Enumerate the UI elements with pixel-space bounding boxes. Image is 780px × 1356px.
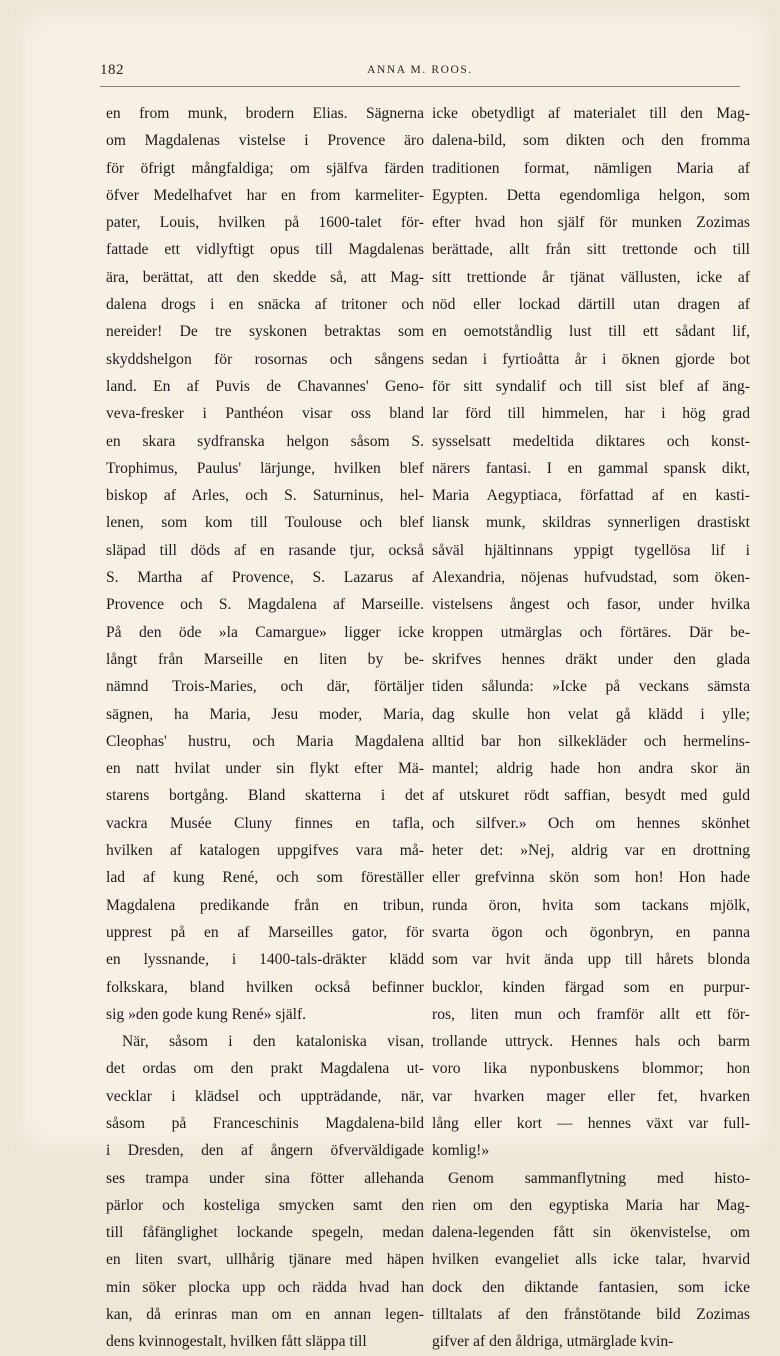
text-line: ses trampa under sina fötter allehanda bbox=[106, 1169, 424, 1187]
text-line: lång eller kort — hennes växt var full- bbox=[432, 1114, 750, 1132]
text-line: öfver Medelhafvet har en from karmeliter- bbox=[106, 186, 424, 204]
text-line: fattade ett vidlyftigt opus till Magdalenas bbox=[106, 241, 424, 259]
text-line: nereider! De tre syskonen betraktas som bbox=[106, 323, 424, 341]
text-line: långt från Marseille en liten by be- bbox=[106, 650, 424, 668]
text-line: det ordas om den prakt Magdalena ut- bbox=[106, 1060, 424, 1078]
text-line: land. En af Puvis de Chavannes' Geno- bbox=[106, 377, 424, 395]
text-line: kan, då erinras man om en annan legen- bbox=[106, 1306, 424, 1324]
text-line: hvilken af katalogen uppgifves vara må- bbox=[106, 842, 424, 860]
text-line: icke obetydligt af materialet till den Mag- bbox=[432, 105, 750, 122]
text-line: folkskara, bland hvilken också befinner bbox=[106, 978, 424, 996]
text-line: och silfver.» Och om hennes skönhet bbox=[432, 814, 750, 832]
text-line: dock den diktande fantasien, som icke bbox=[432, 1278, 750, 1296]
text-line: S. Martha af Provence, S. Lazarus af bbox=[106, 569, 424, 587]
text-line: trollande uttryck. Hennes hals och barm bbox=[432, 1033, 750, 1051]
text-line: vackra Musée Cluny finnes en tafla, bbox=[106, 814, 424, 832]
text-line: liansk munk, skildras synnerligen drastiskt bbox=[432, 514, 750, 532]
text-line: var hvarken mager eller fet, hvarken bbox=[432, 1087, 750, 1105]
text-line: efter hvad hon själf för munken Zozimas bbox=[432, 214, 750, 232]
text-line: kroppen utmärglas och förtäres. Där be- bbox=[432, 623, 750, 641]
running-head: ANNA M. ROOS. bbox=[367, 64, 473, 76]
text-line: sysselsatt medeltida diktares och konst- bbox=[432, 432, 750, 450]
text-line: nämnd Trois-Maries, och där, förtäljer bbox=[106, 678, 424, 696]
text-line: lad af kung René, och som föreställer bbox=[106, 869, 424, 887]
text-line: till fåfänglighet lockande spegeln, medan bbox=[106, 1224, 424, 1242]
text-line: Cleophas' hustru, och Maria Magdalena bbox=[106, 732, 424, 750]
text-line: biskop af Arles, och S. Saturninus, hel- bbox=[106, 487, 424, 505]
text-line: Maria Aegyptiaca, författad af en kasti- bbox=[432, 487, 750, 505]
text-line: dag skulle hon velat gå klädd i ylle; bbox=[432, 705, 750, 723]
text-line: en skara sydfranska helgon såsom S. bbox=[106, 432, 424, 450]
text-line: rien om den egyptiska Maria har Mag- bbox=[432, 1196, 750, 1214]
text-line: lenen, som kom till Toulouse och blef bbox=[106, 514, 424, 532]
text-line: veva-fresker i Panthéon visar oss bland bbox=[106, 405, 424, 423]
text-line: skrifves hennes dräkt under den glada bbox=[432, 650, 750, 668]
text-line: voro lika nyponbuskens blommor; hon bbox=[432, 1060, 750, 1078]
text-line: såsom på Franceschinis Magdalena-bild bbox=[106, 1114, 424, 1132]
text-line: pater, Louis, hvilken på 1600-talet för- bbox=[106, 214, 424, 232]
text-line: såväl hjältinnans yppigt tygellösa lif i bbox=[432, 541, 750, 559]
text-line: ros, liten mun och framför allt ett för- bbox=[432, 1005, 750, 1023]
text-line: eller grefvinna skön som hon! Hon hade bbox=[432, 869, 750, 887]
text-line: en oemotståndlig lust till ett sådant lif, bbox=[432, 323, 750, 341]
text-line: skyddshelgon för rosornas och sångens bbox=[106, 350, 424, 368]
text-line: Trophimus, Paulus' lärjunge, hvilken blef bbox=[106, 459, 424, 477]
text-line: hvilken evangeliet alls icke talar, hvarvid bbox=[432, 1251, 750, 1269]
text-line: alltid bar hon silkekläder och hermelins- bbox=[432, 732, 750, 750]
text-line: af utskuret rödt saffian, besydt med guld bbox=[432, 787, 750, 805]
text-line: för öfrigt mångfaldiga; om själfva färden bbox=[106, 159, 424, 177]
text-line: min söker plocka upp och rädda hvad han bbox=[106, 1278, 424, 1296]
text-line: dalena drogs i en snäcka af tritoner och bbox=[106, 296, 424, 314]
text-line: vistelsens ångest och fasor, under hvilka bbox=[432, 596, 750, 614]
text-line: När, såsom i den kataloniska visan, bbox=[122, 1033, 424, 1051]
text-line: gifver af den åldriga, utmärglade kvin- bbox=[432, 1333, 674, 1351]
text-line: heter det: »Nej, aldrig var en drottning bbox=[432, 842, 750, 860]
text-line: pärlor och kosteliga smycken samt den bbox=[106, 1196, 424, 1214]
text-line: lar förd till himmelen, har i hög grad bbox=[432, 405, 750, 423]
text-line: i Dresden, den af ångern öfverväldigade bbox=[106, 1142, 424, 1160]
text-line: tiden sålunda: »Icke på veckans sämsta bbox=[432, 678, 750, 696]
text-line: som var hvit ända upp till hårets blonda bbox=[432, 951, 750, 969]
text-line: upprest på en af Marseilles gator, för bbox=[106, 923, 424, 941]
text-line: sedan i fyrtioåtta år i öknen gjorde bot bbox=[432, 350, 750, 368]
text-line: mantel; aldrig hade hon andra skor än bbox=[432, 760, 750, 778]
text-line: bucklor, kinden färgad som en purpur- bbox=[432, 978, 750, 996]
text-line: sitt trettionde år tjänat vällusten, icke af bbox=[432, 268, 750, 286]
text-line: sig »den gode kung René» själf. bbox=[106, 1005, 307, 1023]
text-line: starens bortgång. Bland skatterna i det bbox=[106, 787, 424, 805]
text-line: dens kvinnogestalt, hvilken fått släppa till bbox=[106, 1333, 367, 1351]
text-line: sägnen, ha Maria, Jesu moder, Maria, bbox=[106, 705, 424, 723]
text-line: en from munk, brodern Elias. Sägnerna bbox=[106, 105, 424, 122]
text-line: en natt hvilat under sin flykt efter Mä- bbox=[106, 760, 424, 778]
page-number: 182 bbox=[100, 62, 124, 78]
text-line: runda öron, hvita som tackans mjölk, bbox=[432, 896, 750, 914]
text-line: ära, berättat, att den skedde så, att Mag- bbox=[106, 268, 424, 286]
text-line: På den öde »la Camargue» ligger icke bbox=[106, 623, 424, 641]
text-line: en lyssnande, i 1400-tals-dräkter klädd bbox=[106, 951, 424, 969]
text-line: en liten svart, ullhårig tjänare med häpen bbox=[106, 1251, 424, 1269]
text-line: vecklar i klädsel och uppträdande, när, bbox=[106, 1087, 424, 1105]
text-line: berättade, allt från sitt trettonde och till bbox=[432, 241, 750, 259]
text-line: om Magdalenas vistelse i Provence äro bbox=[106, 132, 424, 150]
left-column bbox=[106, 100, 424, 1356]
text-line: dalena-legenden fått sin ökenvistelse, om bbox=[432, 1224, 750, 1242]
text-line: dalena-bild, som dikten och den fromma bbox=[432, 132, 750, 150]
text-line: Genom sammanflytning med histo- bbox=[448, 1169, 750, 1187]
page-header bbox=[100, 62, 740, 84]
text-line: Magdalena predikande från en tribun, bbox=[106, 896, 424, 914]
text-line: svarta ögon och ögonbryn, en panna bbox=[432, 923, 750, 941]
header-rule bbox=[100, 86, 740, 87]
text-line: nöd eller lockad därtill utan dragen af bbox=[432, 296, 750, 314]
text-line: traditionen format, nämligen Maria af bbox=[432, 159, 750, 177]
text-line: tilltalats af den frånstötande bild Zozimas bbox=[432, 1306, 750, 1324]
text-line: Alexandria, nöjenas hufvudstad, som öken- bbox=[432, 569, 750, 587]
text-line: närers fantasi. I en gammal spansk dikt, bbox=[432, 459, 750, 477]
text-line: för sitt syndalif och till sist blef af äng- bbox=[432, 377, 750, 395]
text-line: Provence och S. Magdalena af Marseille. bbox=[106, 596, 424, 614]
right-column bbox=[432, 100, 750, 1356]
text-line: Egypten. Detta egendomliga helgon, som bbox=[432, 186, 750, 204]
text-line: släpad till döds af en rasande tjur, också bbox=[106, 541, 424, 559]
text-line: komlig!» bbox=[432, 1142, 490, 1160]
